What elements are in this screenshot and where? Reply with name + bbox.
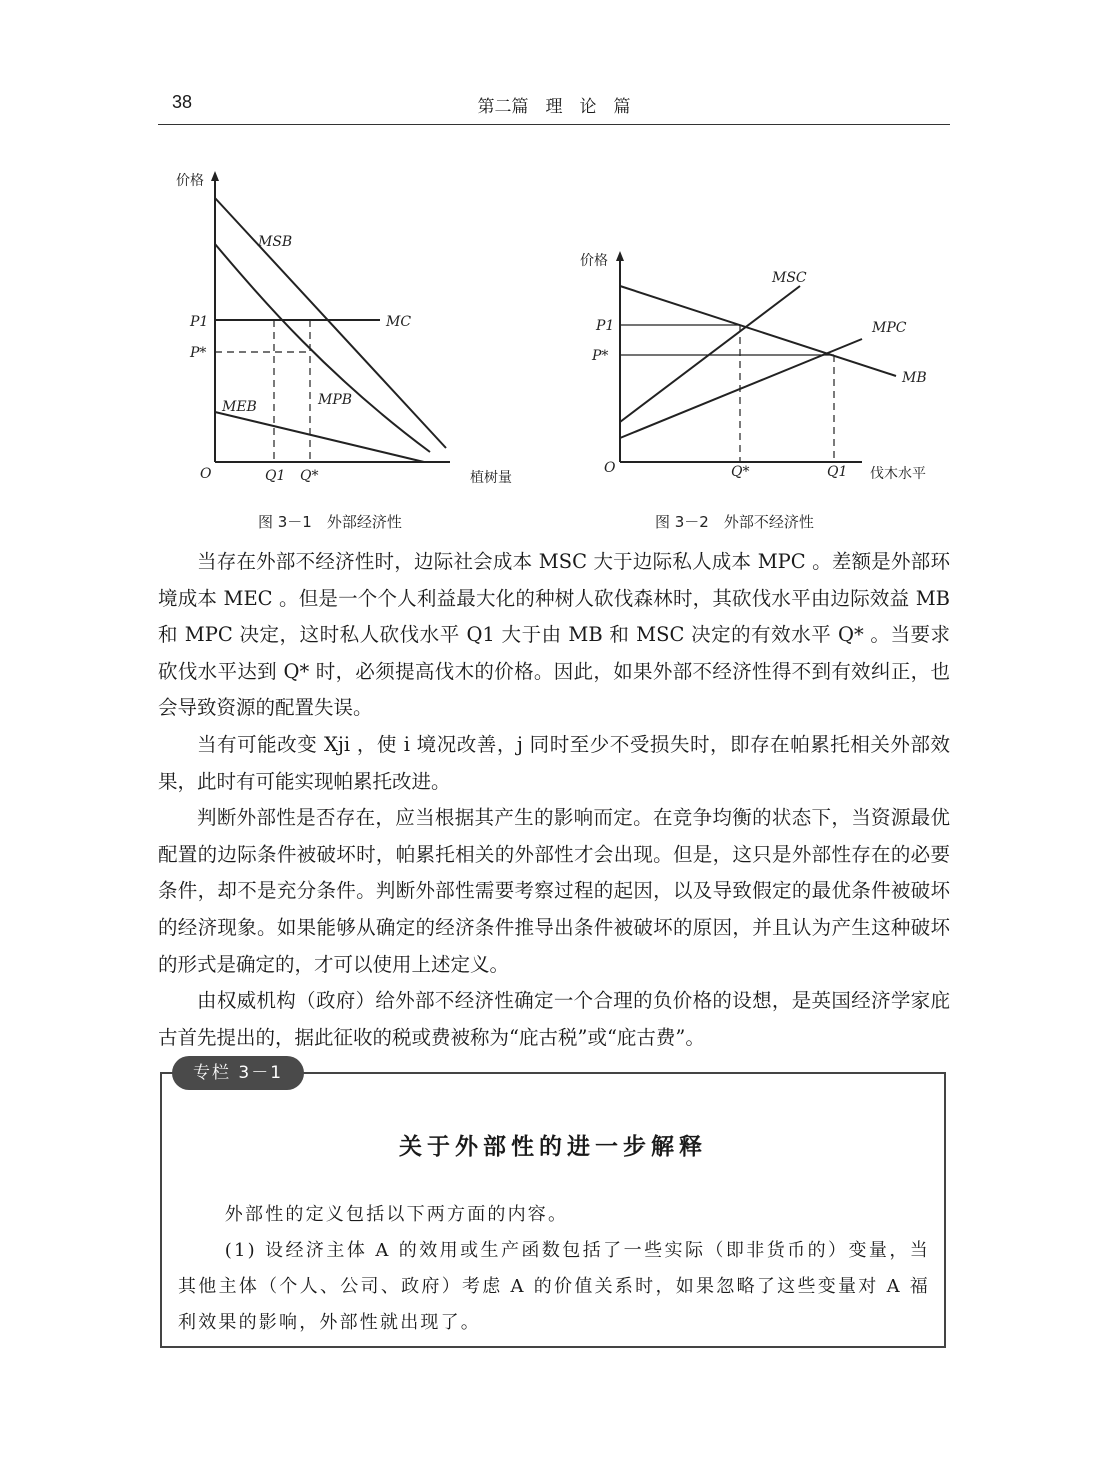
body-paragraph: 判断外部性是否存在，应当根据其产生的影响而定。在竞争均衡的状态下，当资源最优配置的边际条件被破坏时，帕累托相关的外部性才会出现。但是，这只是外部性存在的必要条件，却不是充分条件。判断外部性需要考察过程的起因，以及导致假定的最优条件被破坏的经济现象。如果能够从确定的经济条件推导出条件被破坏的原因，并且认为产生这种破坏的形式是确定的，才可以使用上述定义。 (158, 806, 950, 976)
figure-3-2 (565, 240, 955, 540)
body-text (158, 544, 950, 1056)
running-title: 第二篇 理 论 篇 (477, 97, 631, 117)
fig1-curve-mpb: MPB (318, 392, 353, 408)
fig1-origin: O (200, 466, 212, 482)
body-paragraph: 由权威机构（政府）给外部不经济性确定一个合理的负价格的设想，是英国经济学家庇古首先提出的，据此征收的税或费被称为“庇古税”或“庇古费”。 (158, 989, 950, 1049)
fig1-curve-mc: MC (386, 314, 412, 330)
fig2-curve-msc: MSC (772, 270, 807, 286)
body-paragraph: 当有可能改变 Xji ，使 i 境况改善，j 同时至少不受损失时，即存在帕累托相关外部效果，此时有可能实现帕累托改进。 (158, 732, 950, 793)
sidebar-paragraph: (1) 设经济主体 A 的效用或生产函数包括了一些实际（即非货币的）变量，当其他主体（个人、公司、政府）考虑 A 的价值关系时，如果忽略了这些变量对 A 福利效果的影响，外部性就出现了。 (178, 1240, 930, 1333)
fig1-y-axis-label: 价格 (176, 173, 204, 189)
page-number: 38 (172, 92, 193, 112)
fig2-caption: 图 3－2 外部不经济性 (655, 513, 814, 531)
fig1-meb-curve (215, 412, 424, 462)
fig2-y-arrow (616, 251, 624, 261)
fig2-tick-qstar: Q* (731, 464, 750, 480)
fig1-curve-meb: MEB (222, 399, 257, 415)
fig2-curve-mb: MB (902, 370, 927, 386)
fig2-curve-mpc: MPC (872, 320, 907, 336)
fig1-curve-msb: MSB (258, 234, 293, 250)
fig1-tick-p1: P1 (190, 314, 209, 330)
fig2-origin: O (604, 460, 616, 476)
fig1-caption: 图 3－1 外部经济性 (258, 513, 402, 531)
fig1-x-axis-label: 植树量 (470, 470, 512, 486)
sidebar-box-tab: 专栏 3－1 (172, 1056, 304, 1090)
fig1-tick-q1: Q1 (265, 468, 286, 484)
fig1-mpb-curve (215, 244, 430, 452)
fig2-x-axis-label: 伐木水平 (870, 466, 926, 482)
fig2-y-axis-label: 价格 (580, 253, 608, 269)
running-header (158, 90, 950, 125)
sidebar-paragraph: 外部性的定义包括以下两方面的内容。 (224, 1204, 569, 1225)
fig2-tick-pstar: P* (592, 348, 609, 364)
fig2-tick-p1: P1 (596, 318, 615, 334)
fig1-y-arrow (211, 171, 219, 181)
fig1-tick-pstar: P* (190, 345, 207, 361)
figure-3-1 (158, 160, 548, 540)
fig2-mb-curve (620, 286, 896, 376)
fig2-tick-q1: Q1 (827, 464, 848, 480)
sidebar-box-body (178, 1197, 930, 1341)
fig1-tick-qstar: Q* (300, 468, 319, 484)
body-paragraph: 当存在外部不经济性时，边际社会成本 MSC 大于边际私人成本 MPC 。差额是外部环境成本 MEC 。但是一个个人利益最大化的种树人砍伐森林时，其砍伐水平由边际效益 MB 和 MPC 决定，这时私人砍伐水平 Q1 大于由 MB 和 MSC 决定的有效水平 Q* 。当要求砍伐水平达到 Q* 时，必须提高伐木的价格。因此，如果外部不经济性得不到有效纠正，也会导致资源的配置失误。 (158, 550, 950, 720)
sidebar-box-title: 关于外部性的进一步解释 (399, 1134, 707, 1160)
